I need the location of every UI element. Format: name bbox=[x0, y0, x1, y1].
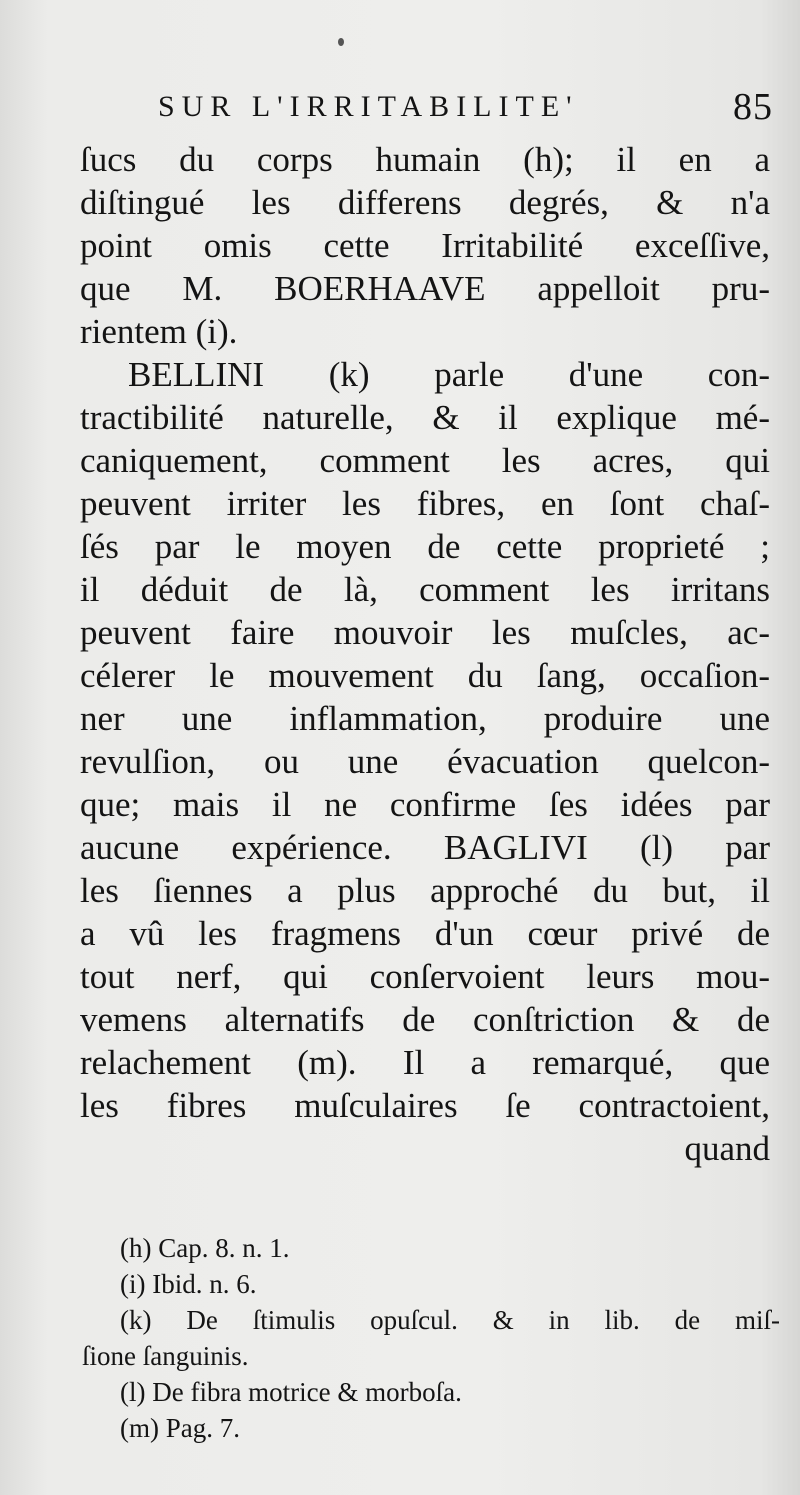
ink-dot bbox=[338, 38, 344, 46]
text-line: diſtingué les differens degrés, & n'a bbox=[80, 183, 770, 222]
text-line: BELLINI (k) parle d'une con- bbox=[128, 355, 770, 394]
text-line: relachement (m). Il a remarqué, que bbox=[80, 1043, 770, 1082]
footnote: (k) De ſtimulis opuſcul. & in lib. de miſ- bbox=[120, 1305, 780, 1335]
text-line: peuvent faire mouvoir les muſcles, ac- bbox=[80, 613, 770, 652]
running-head-title: SUR L'IRRITABILITE' bbox=[158, 90, 579, 123]
footnote: (l) De fibra motrice & morboſa. bbox=[120, 1377, 462, 1407]
text-line: célerer le mouvement du ſang, occaſion- bbox=[80, 656, 770, 695]
text-line: rientem (i). bbox=[80, 312, 238, 351]
footnote: (m) Pag. 7. bbox=[120, 1413, 240, 1443]
text-line: revulſion, ou une évacuation quelcon- bbox=[80, 742, 770, 781]
footnote: (i) Ibid. n. 6. bbox=[120, 1269, 257, 1299]
running-head bbox=[158, 84, 773, 130]
text-line: caniquement, comment les acres, qui bbox=[80, 441, 770, 480]
text-line: que M. BOERHAAVE appelloit pru- bbox=[80, 269, 770, 308]
text-line: peuvent irriter les fibres, en ſont chaſ- bbox=[80, 484, 770, 523]
text-line: les ſiennes a plus approché du but, il bbox=[80, 871, 770, 910]
footnotes bbox=[82, 1230, 780, 1446]
text-line: aucune expérience. BAGLIVI (l) par bbox=[80, 828, 770, 867]
footnote: (h) Cap. 8. n. 1. bbox=[120, 1233, 290, 1263]
text-line: vemens alternatifs de conſtriction & de bbox=[80, 1000, 770, 1039]
text-line: ſés par le moyen de cette proprieté ; bbox=[80, 527, 770, 566]
text-line: ſucs du corps humain (h); il en a bbox=[80, 140, 770, 179]
footnote-continuation: ſione ſanguinis. bbox=[82, 1341, 249, 1371]
page-number: 85 bbox=[733, 86, 773, 128]
text-line: point omis cette Irritabilité exceſſive, bbox=[80, 226, 770, 265]
text-line: ner une inflammation, produire une bbox=[80, 699, 770, 738]
body-text bbox=[80, 138, 770, 1170]
text-line: il déduit de là, comment les irritans bbox=[80, 570, 770, 609]
text-line: que; mais il ne confirme ſes idées par bbox=[80, 785, 770, 824]
text-line: les fibres muſculaires ſe contractoient, bbox=[80, 1086, 770, 1125]
catchword: quand bbox=[684, 1129, 770, 1168]
text-line: tractibilité naturelle, & il explique mé- bbox=[80, 398, 770, 437]
text-line: tout nerf, qui conſervoient leurs mou- bbox=[80, 957, 770, 996]
text-line: a vû les fragmens d'un cœur privé de bbox=[80, 914, 770, 953]
